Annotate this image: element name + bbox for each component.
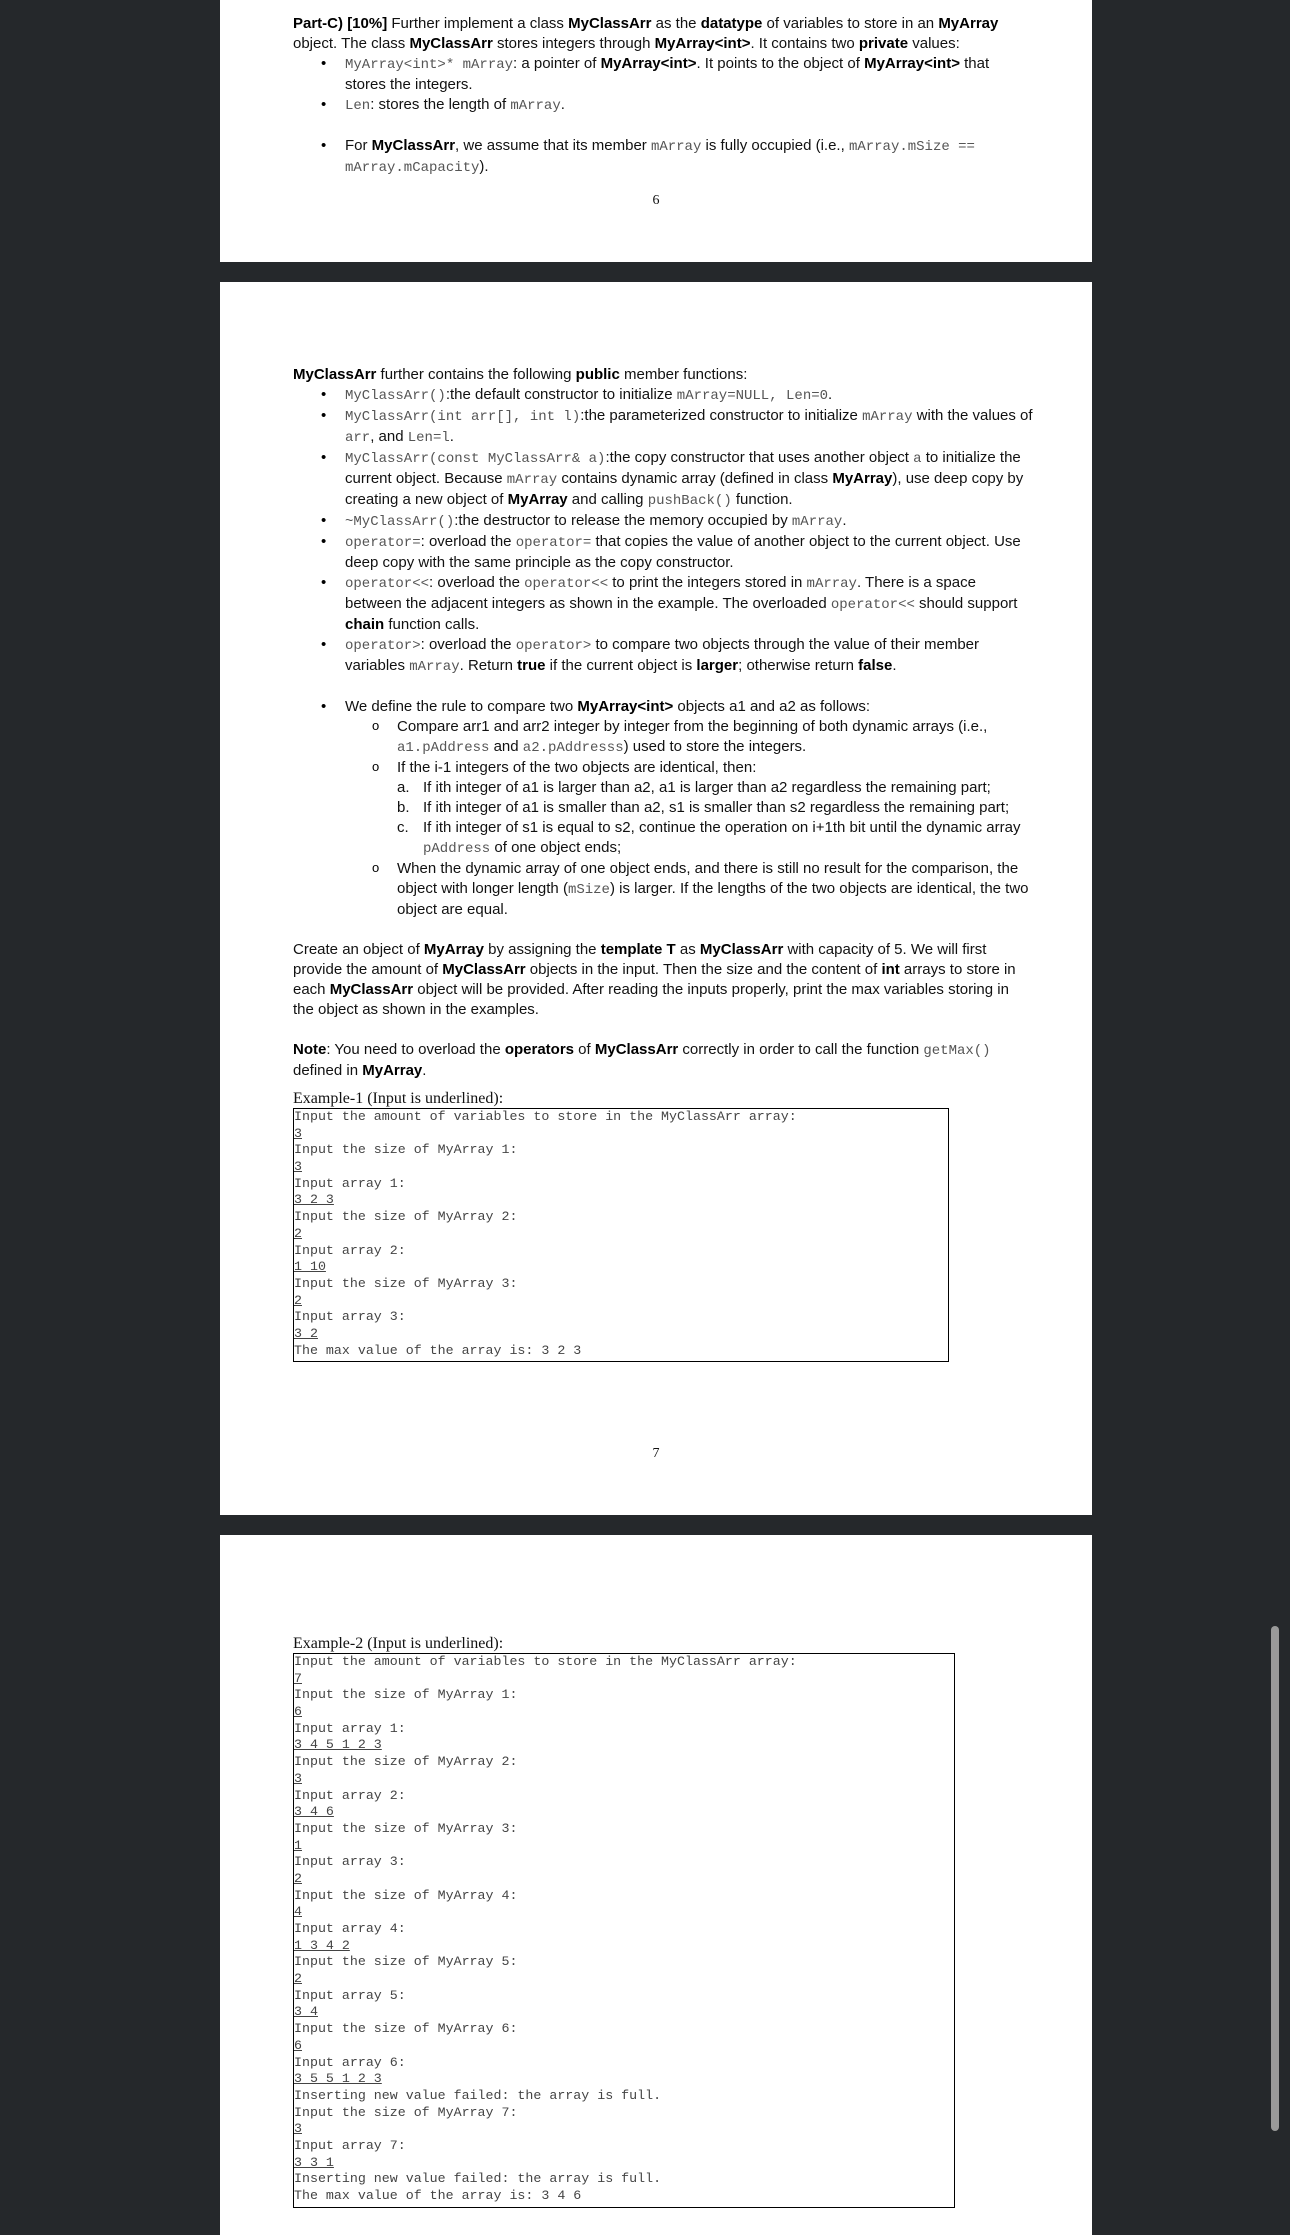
document-page-6 (220, 0, 1092, 262)
text: objects a1 and a2 as follows: (673, 698, 871, 715)
console-input-line (294, 2155, 954, 2172)
bold-term: Note (293, 1041, 327, 1058)
text: We define the rule to compare two (345, 698, 578, 715)
user-input: 2 (294, 1292, 302, 1308)
list-item (293, 697, 1033, 920)
code: ~MyClassArr() (345, 514, 455, 530)
user-input: 2 (294, 1971, 302, 1987)
class-name: MyClassArr (568, 15, 652, 32)
text: stores integers through (492, 35, 655, 52)
console-output-line: Inserting new value failed: the array is full. (294, 2087, 662, 2103)
bold-term: datatype (700, 15, 763, 32)
user-input: 3 (294, 2121, 302, 2137)
text: contains dynamic array (defined in class (557, 470, 833, 487)
bold-term: false (858, 657, 893, 674)
bold-term: private (858, 35, 909, 52)
code: mArray.mSize == mArray.mCapacity (345, 139, 975, 176)
code: mArray (506, 472, 558, 488)
list-item (293, 635, 1033, 677)
console-output-line: Input array 4: (294, 1921, 406, 1936)
console-output-line: Input array 6: (294, 2054, 406, 2070)
code: mArray (806, 576, 857, 592)
list-item (293, 95, 1033, 116)
user-input: 1 (294, 1837, 302, 1853)
console-output-line: Input array 5: (294, 1987, 406, 2003)
console-input-line (294, 1838, 954, 1855)
text: . (560, 96, 565, 113)
console-output-line: Input array 3: (294, 1309, 406, 1325)
console-output-line: Input the size of MyArray 3: (294, 1275, 518, 1291)
member-functions-section (293, 365, 1033, 1081)
sub-steps-list (397, 778, 1033, 859)
console-input-line (294, 2071, 954, 2088)
create-paragraph (293, 940, 1033, 1020)
console-output-line: Input array 3: (294, 1854, 406, 1870)
code: a2.pAddresss (522, 740, 624, 756)
text: ) is larger. If the lengths of the two objects are identical, the two object are equal. (397, 880, 1029, 918)
code: MyClassArr() (345, 388, 446, 404)
console-output-line: Input the amount of variables to store in the MyClassArr array: (294, 1654, 797, 1669)
code: mSize (567, 882, 610, 898)
example-title: Example-2 (Input is underlined): (293, 1635, 504, 1652)
text: with the values of (912, 407, 1033, 424)
vertical-scrollbar[interactable] (1271, 1626, 1279, 2131)
list-item (293, 406, 1033, 448)
text: : overload the (429, 574, 525, 591)
text: Further implement a class (387, 15, 569, 32)
list-item (293, 448, 1033, 511)
text: further contains the following (376, 366, 576, 383)
code: MyClassArr(const MyClassArr& a) (345, 451, 606, 467)
user-input: 3 (294, 1770, 302, 1786)
text: . (449, 428, 454, 445)
text: by assigning the (483, 941, 601, 958)
list-item (293, 54, 1033, 95)
text: ) used to store the integers. (623, 738, 807, 755)
text: When the dynamic array of one object ends, and there is still no result for the comparison, the object with longer length ( (397, 860, 1019, 897)
page-number: 6 (652, 193, 660, 208)
bold-term: MyArray<int> (654, 35, 751, 52)
user-input: 4 (294, 1904, 302, 1920)
console-output-line: Inserting new value failed: the array is full. (294, 2171, 662, 2187)
text: : You need to overload the (326, 1041, 505, 1058)
console-input-line (294, 1159, 948, 1176)
text: arrays to store in each (293, 961, 1016, 998)
text: ). (479, 158, 489, 175)
console-input-line (294, 1771, 954, 1788)
console-output-line: Input the amount of variables to store in the MyClassArr array: (294, 1109, 797, 1124)
text: to initialize the current object. Because (345, 449, 1021, 487)
console-output-line: Input the size of MyArray 7: (294, 2104, 518, 2120)
member-functions-intro (293, 365, 1033, 385)
text: ), use deep copy by creating a new object of (345, 470, 1024, 508)
item-label: a. (397, 779, 410, 796)
code: mArray (791, 514, 843, 530)
text: For (345, 137, 372, 154)
bold-term: MyClassArr (409, 35, 493, 52)
example-2 (293, 1635, 955, 2208)
console-output (293, 1108, 949, 1362)
user-input: 7 (294, 1670, 302, 1686)
text: object will be provided. After reading the inputs properly, print the max variables storing in the object as shown in the examples. (293, 981, 1009, 1018)
console-output-line: Input the size of MyArray 1: (294, 1687, 518, 1703)
code: mArray (650, 139, 702, 155)
text: ; otherwise return (738, 657, 859, 674)
bold-term: MyArray (507, 491, 568, 508)
text: :the default constructor to initialize (445, 386, 677, 403)
console-input-line (294, 1259, 948, 1276)
console-output-line: The max value of the array is: 3 2 3 (294, 1342, 582, 1358)
console-input-line (294, 1971, 954, 1988)
text: . It points to the object of (696, 55, 865, 72)
console-output-line: Input the size of MyArray 2: (294, 1209, 518, 1225)
console-output-line: Input array 2: (294, 1242, 406, 1258)
code: Len=l (407, 430, 450, 446)
console-output-line: The max value of the array is: 3 4 6 (294, 2188, 582, 2203)
user-input: 3 (294, 1159, 302, 1175)
console-input-line (294, 1126, 948, 1143)
console-input-line (294, 1192, 948, 1209)
part-label: Part-C) (293, 15, 344, 32)
console-input-line (294, 2038, 954, 2055)
bold-term: chain (345, 616, 385, 633)
text: of (574, 1041, 595, 1058)
bold-term: larger (696, 657, 739, 674)
text: . There is a space between the adjacent integers as shown in the example. The overloaded (345, 574, 976, 612)
list-item (345, 758, 1033, 859)
code: Len (345, 98, 371, 114)
text: If ith integer of a1 is larger than a2, a1 is larger than a2 regardless the remaining part; (423, 779, 991, 796)
bold-term: int (881, 961, 900, 978)
code: operator<< (524, 576, 609, 592)
document-page-8 (220, 1535, 1092, 2235)
text: to print the integers stored in (608, 574, 807, 591)
note-paragraph (293, 1040, 1033, 1081)
text: If ith integer of a1 is smaller than a2, s1 is smaller than s2 regardless the remaining part; (423, 799, 1010, 816)
text: object. The class (293, 35, 410, 52)
text: . It contains two (750, 35, 859, 52)
bold-term: template T (600, 941, 676, 958)
console-output-line: Input array 1: (294, 1175, 406, 1191)
text: . (842, 512, 847, 529)
user-input: 6 (294, 2037, 302, 2053)
text: , we assume that its member (455, 137, 651, 154)
text: correctly in order to call the function (678, 1041, 924, 1058)
bold-term: MyArray<int> (600, 55, 697, 72)
console-output-line: Input the size of MyArray 5: (294, 1954, 518, 1970)
list-item (293, 136, 1033, 178)
code: pushBack() (647, 493, 732, 509)
code: operator= (515, 535, 592, 551)
text: : overload the (420, 636, 516, 653)
text: if the current object is (545, 657, 697, 674)
console-input-line (294, 1704, 954, 1721)
compare-rule-list (293, 697, 1033, 920)
console-input-line (294, 1671, 954, 1688)
text: . (892, 657, 897, 674)
text: . (422, 1062, 427, 1079)
part-c-section (293, 14, 1033, 178)
console-input-line (294, 1804, 954, 1821)
bold-term: MyArray<int> (577, 698, 674, 715)
page-number: 7 (652, 1446, 660, 1461)
user-input: 3 2 (294, 1325, 318, 1341)
text: should support (914, 595, 1018, 612)
list-item (397, 798, 1033, 818)
bold-term: true (517, 657, 546, 674)
text: member functions: (619, 366, 748, 383)
bold-term: MyArray (938, 15, 999, 32)
list-item (293, 532, 1033, 573)
text: If the i-1 integers of the two objects are identical, then: (397, 759, 757, 776)
list-item (293, 385, 1033, 406)
console-input-line (294, 1326, 948, 1343)
example-title: Example-1 (Input is underlined): (293, 1090, 504, 1107)
text: :the parameterized constructor to initialize (580, 407, 863, 424)
console-input-line (294, 1871, 954, 1888)
member-functions-list (293, 385, 1033, 677)
text: and calling (567, 491, 648, 508)
text: , and (370, 428, 408, 445)
code: operator<< (345, 576, 430, 592)
code: mArray (510, 98, 561, 114)
code: pAddress (423, 841, 491, 857)
text: as the (651, 15, 701, 32)
bold-term: MyClassArr (442, 961, 526, 978)
list-item (397, 778, 1033, 798)
text: Compare arr1 and arr2 integer by integer from the beginning of both dynamic arrays (i.e., (397, 718, 988, 735)
code: mArray (862, 409, 913, 425)
console-output-line: Input the size of MyArray 1: (294, 1142, 518, 1158)
code: a (913, 451, 922, 467)
member-variables-list (293, 54, 1033, 116)
bold-term: MyArray (423, 941, 484, 958)
bold-term: MyArray<int> (864, 55, 960, 72)
text: . Return (459, 657, 518, 674)
document-page-7 (220, 282, 1092, 1515)
console-input-line (294, 1938, 954, 1955)
text: : stores the length of (370, 96, 511, 113)
user-input: 1 10 (294, 1259, 326, 1275)
user-input: 6 (294, 1704, 302, 1720)
console-output-line: Input the size of MyArray 2: (294, 1754, 518, 1770)
console-output-line: Input array 7: (294, 2137, 406, 2153)
user-input: 3 (294, 1125, 302, 1141)
bold-term: MyClassArr (594, 1041, 679, 1058)
text: to compare two objects through the value of their member variables (345, 636, 980, 674)
console-input-line (294, 2004, 954, 2021)
text: If ith integer of s1 is equal to s2, continue the operation on i+1th bit until the dynamic array (423, 819, 1021, 836)
bold-term: MyArray (832, 470, 893, 487)
bold-term: operators (504, 1041, 575, 1058)
console-output-line: Input array 1: (294, 1720, 406, 1736)
text: that copies the value of another object to the current object. Use deep copy with the same principle as the copy constructor. (345, 533, 1021, 571)
code: mArray=NULL, Len=0 (676, 388, 829, 404)
list-item (293, 511, 1033, 532)
bold-term: MyClassArr (699, 941, 784, 958)
user-input: 3 4 6 (294, 1804, 334, 1820)
list-item (397, 818, 1033, 859)
console-output-line: Input array 2: (294, 1787, 406, 1803)
part-weight: [10%] (347, 15, 388, 32)
console-input-line (294, 1293, 948, 1310)
console-input-line (294, 1226, 948, 1243)
text: : a pointer of (513, 55, 601, 72)
user-input: 3 4 (294, 2004, 318, 2020)
user-input: 1 3 4 2 (294, 1937, 350, 1953)
bold-term: MyClassArr (371, 137, 456, 154)
console-output (293, 1653, 955, 2208)
item-label: c. (397, 819, 409, 836)
code: MyArray<int>* mArray (345, 57, 514, 73)
item-label: b. (397, 799, 410, 816)
code: operator> (515, 638, 592, 654)
user-input: 3 4 5 1 2 3 (294, 1737, 382, 1753)
text: :the copy constructor that uses another object (605, 449, 914, 466)
text: objects in the input. Then the size and the content of (525, 961, 882, 978)
text: Create an object of (293, 941, 424, 958)
text: of variables to store in an (762, 15, 939, 32)
console-output-line: Input the size of MyArray 4: (294, 1887, 518, 1903)
text: defined in (293, 1062, 363, 1079)
assumption-list (293, 136, 1033, 178)
user-input: 3 5 5 1 2 3 (294, 2071, 382, 2087)
code: mArray (409, 659, 460, 675)
user-input: 3 3 1 (294, 2154, 334, 2170)
bold-term: public (575, 366, 620, 383)
text: is fully occupied (i.e., (701, 137, 849, 154)
console-input-line (294, 1737, 954, 1754)
text: that stores the integers. (345, 55, 990, 93)
console-input-line (294, 2121, 954, 2138)
code: operator<< (830, 597, 915, 613)
code: MyClassArr(int arr[], int l) (345, 409, 581, 425)
text: function calls. (384, 616, 480, 633)
part-c-intro (293, 14, 1033, 54)
user-input: 2 (294, 1225, 302, 1241)
bold-term: MyClassArr (329, 981, 414, 998)
code: operator= (345, 535, 421, 551)
text: as (675, 941, 700, 958)
code: a1.pAddress (397, 740, 490, 756)
text: . (828, 386, 833, 403)
console-output-line: Input the size of MyArray 6: (294, 2021, 518, 2037)
code: getMax() (923, 1043, 991, 1059)
text: : overload the (420, 533, 516, 550)
code: arr (345, 430, 371, 446)
text: with capacity of 5. We will first provide the amount of (293, 941, 987, 978)
user-input: 3 2 3 (294, 1192, 334, 1208)
console-input-line (294, 1904, 954, 1921)
list-item (345, 859, 1033, 920)
code: operator> (345, 638, 421, 654)
user-input: 2 (294, 1870, 302, 1886)
bold-term: MyClassArr (293, 366, 377, 383)
text: of one object ends; (490, 839, 622, 856)
compare-steps-list (345, 717, 1033, 920)
list-item (345, 717, 1033, 758)
console-output-line: Input the size of MyArray 3: (294, 1820, 518, 1836)
bold-term: MyArray (362, 1062, 423, 1079)
text: values: (908, 35, 960, 52)
example-1 (293, 1090, 949, 1362)
text: and (489, 738, 523, 755)
list-item (293, 573, 1033, 635)
text: :the destructor to release the memory occupied by (454, 512, 792, 529)
text: function. (731, 491, 793, 508)
